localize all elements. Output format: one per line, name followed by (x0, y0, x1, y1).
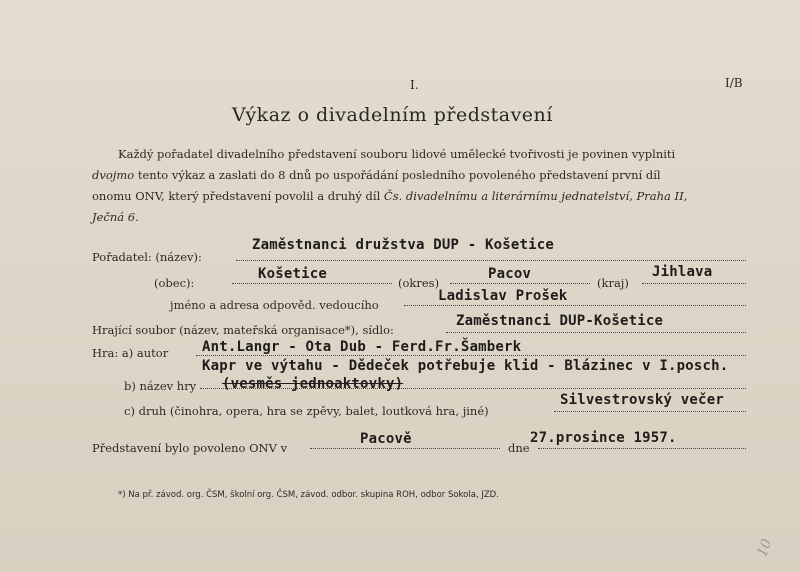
label-vedouci: jméno a adresa odpověd. vedoucího (170, 298, 379, 312)
line-poradatel (236, 260, 746, 261)
label-nazev-hry: b) název hry (124, 379, 197, 393)
line-vedouci (404, 305, 746, 306)
label-druh: c) druh (činohra, opera, hra se zpěvy, balet, loutková hra, jiné) (124, 404, 489, 418)
label-povoleno: Představení bylo povoleno ONV v (92, 441, 288, 455)
value-obec[interactable]: Košetice (258, 266, 328, 282)
value-okres[interactable]: Pacov (488, 266, 532, 282)
label-poradatel: Pořadatel: (název): (92, 250, 202, 264)
intro-line-3-agency: Čs. divadelnímu a literárnímu jednatelství, Praha II, (383, 189, 688, 203)
label-dne: dne (508, 441, 530, 455)
intro-line-1: Každý pořadatel divadelního představení souboru lidové umělecké tvořivosti je povinen vyplniti (118, 147, 676, 161)
intro-line-2-rest: tento výkaz a zaslati do 8 dnů po uspořádání posledního povoleného představení první díl (134, 168, 661, 182)
label-obec: (obec): (154, 276, 195, 290)
value-poradatel[interactable]: Zaměstnanci družstva DUP - Košetice (252, 237, 555, 253)
label-okres: (okres) (398, 276, 440, 290)
line-datum (538, 448, 746, 449)
value-kraj[interactable]: Jihlava (652, 264, 713, 280)
form-code: I/B (725, 76, 743, 90)
form-title: Výkaz o divadelním představení (232, 104, 553, 126)
line-okres (450, 283, 590, 284)
line-druh (554, 411, 746, 412)
intro-line-2 (92, 168, 661, 182)
label-soubor: Hrající soubor (název, mateřská organisace*), sídlo: (92, 323, 394, 337)
value-soubor[interactable]: Zaměstnanci DUP-Košetice (456, 313, 664, 329)
intro-line-3 (92, 189, 687, 203)
line-autor (196, 355, 746, 356)
label-autor: Hra: a) autor (92, 346, 169, 360)
value-autor[interactable]: Ant.Langr - Ota Dub - Ferd.Fr.Šamberk (202, 339, 522, 355)
intro-line-3-start: onomu ONV, který představení povolil a druhý díl (92, 189, 384, 203)
line-obec (232, 283, 392, 284)
label-kraj: (kraj) (597, 276, 629, 290)
value-druh[interactable]: Silvestrovský večer (560, 392, 724, 408)
value-misto[interactable]: Pacově (360, 431, 412, 447)
page-mark: 10 (754, 536, 776, 560)
footnote: *) Na př. závod. org. ČSM, školní org. ČSM, závod. odbor. skupina ROH, odbor Sokola, JZD. (118, 490, 499, 500)
value-hra-line-1[interactable]: Kapr ve výtahu - Dědeček potřebuje klid - Blázinec v I.posch. (202, 358, 729, 374)
value-vedouci[interactable]: Ladislav Prošek (438, 288, 568, 304)
intro-dvojmo: dvojmo (92, 168, 135, 182)
line-kraj (642, 283, 746, 284)
value-hra-line-2[interactable]: (vesměs jednoaktovky) (222, 376, 404, 392)
value-datum[interactable]: 27.prosince 1957. (530, 430, 677, 446)
section-number: I. (410, 78, 419, 92)
line-misto (310, 448, 500, 449)
intro-line-4: Ječná 6. (92, 210, 139, 224)
line-soubor (446, 332, 746, 333)
